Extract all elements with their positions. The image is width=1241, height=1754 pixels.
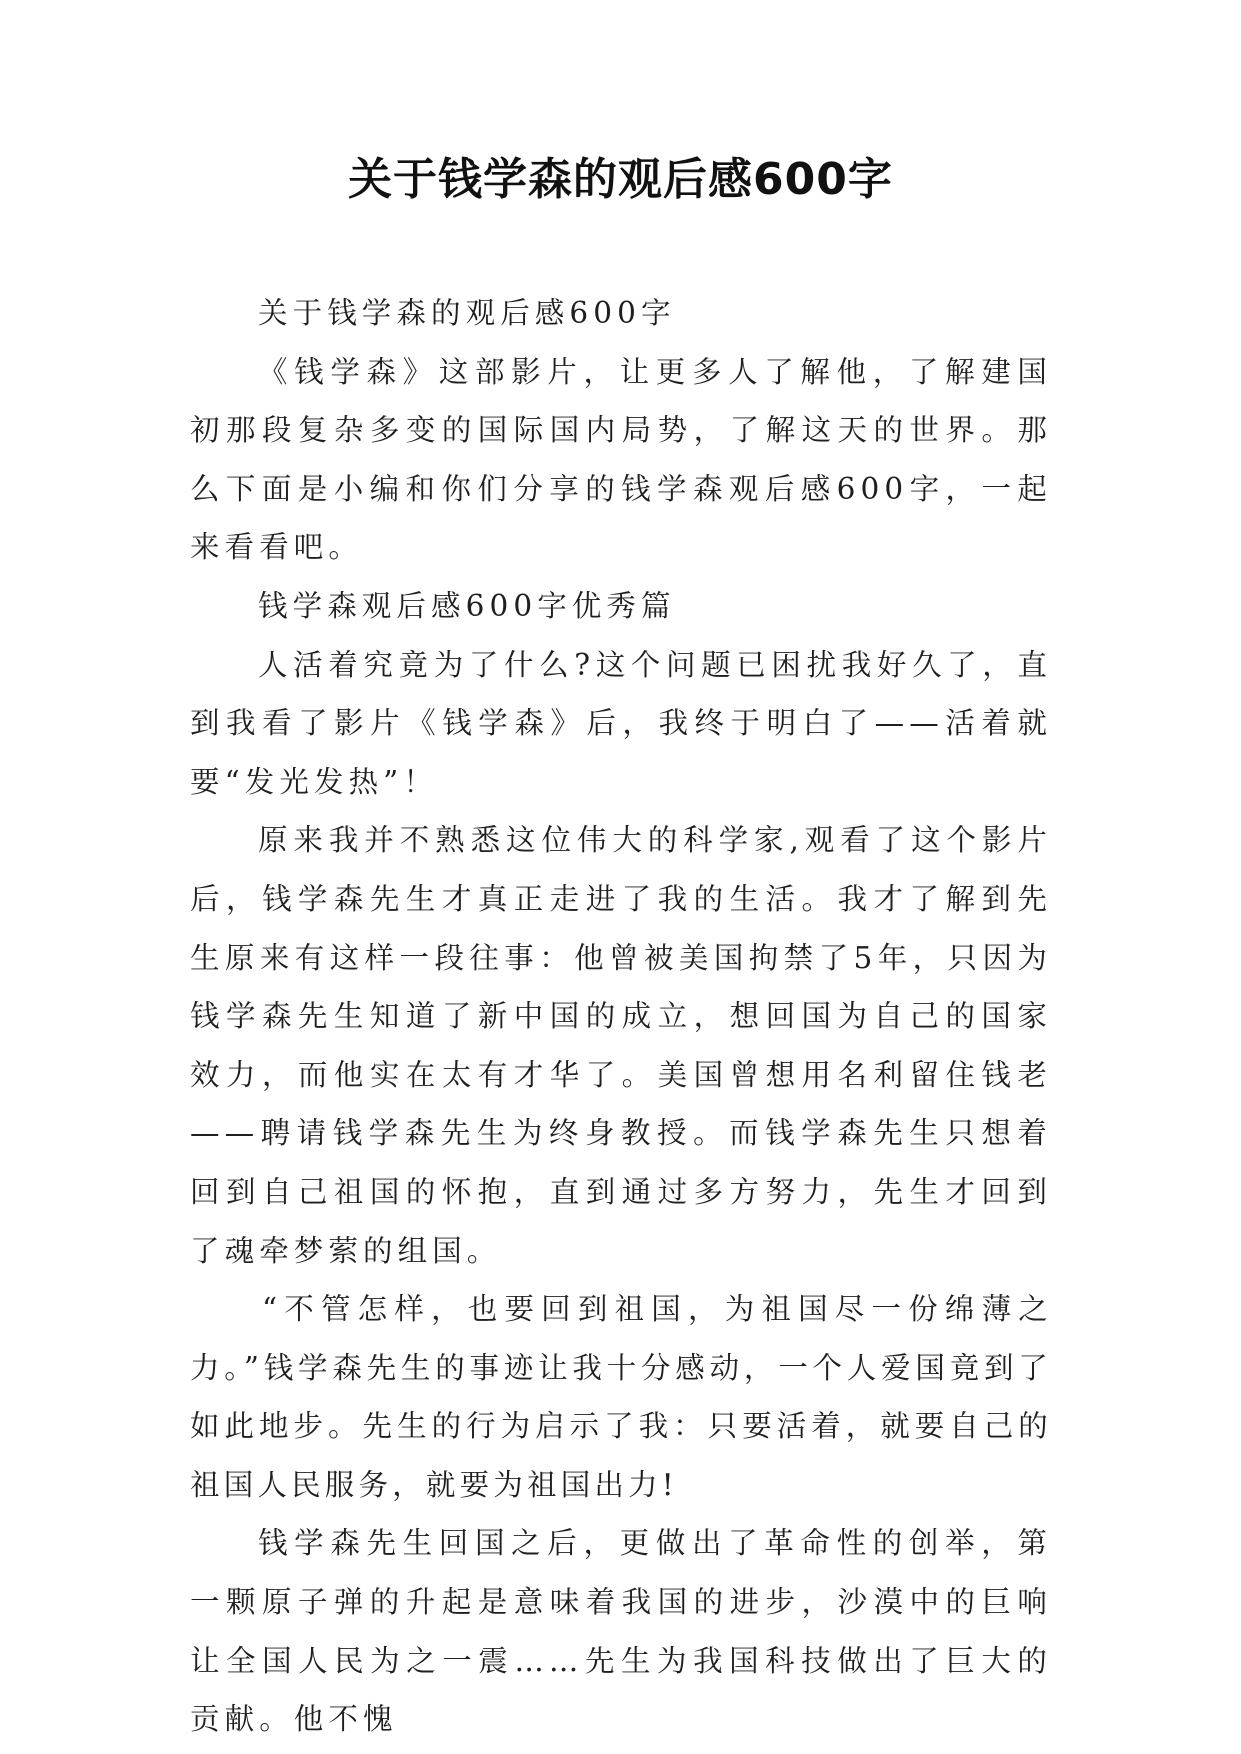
paragraph: 人活着究竟为了什么?这个问题已困扰我好久了，直到我看了影片《钱学森》后，我终于明白了——活着就要“发光发热”！ (190, 647, 1052, 799)
paragraph: 原来我并不熟悉这位伟大的科学家,观看了这个影片后，钱学森先生才真正走进了我的生活。我才了解到先生原来有这样一段往事：他曾被美国拘禁了5年，只因为钱学森先生知道了新中国的成立，想回国为自己的国家效力，而他实在太有才华了。美国曾想用名利留住钱老——聘请钱学森先生为终身教授。而钱学森先生只想着回到自己祖国的怀抱，直到通过多方努力，先生才回到了魂牵梦萦的组国。 (190, 823, 1052, 1268)
paragraph-section-heading: 钱学森观后感600字优秀篇 (258, 588, 676, 623)
document-body (190, 284, 1052, 1749)
document-title: 关于钱学森的观后感600字 (348, 154, 893, 205)
paragraph-quote: “不管怎样，也要回到祖国，为祖国尽一份绵薄之力。”钱学森先生的事迹让我十分感动，一个人爱国竟到了如此地步。先生的行为启示了我：只要活着，就要自己的祖国人民服务，就要为祖国出力! (190, 1292, 1052, 1502)
paragraph-subtitle: 关于钱学森的观后感600字 (258, 296, 676, 330)
paragraph-intro: 《钱学森》这部影片，让更多人了解他，了解建国初那段复杂多变的国际国内局势，了解这天的世界。那么下面是小编和你们分享的钱学森观后感600字，一起来看看吧。 (190, 354, 1052, 565)
paragraph: 钱学森先生回国之后，更做出了革命性的创举，第一颗原子弹的升起是意味着我国的进步，沙漠中的巨响让全国人民为之一震……先生为我国科技做出了巨大的贡献。他不愧 (190, 1526, 1052, 1737)
